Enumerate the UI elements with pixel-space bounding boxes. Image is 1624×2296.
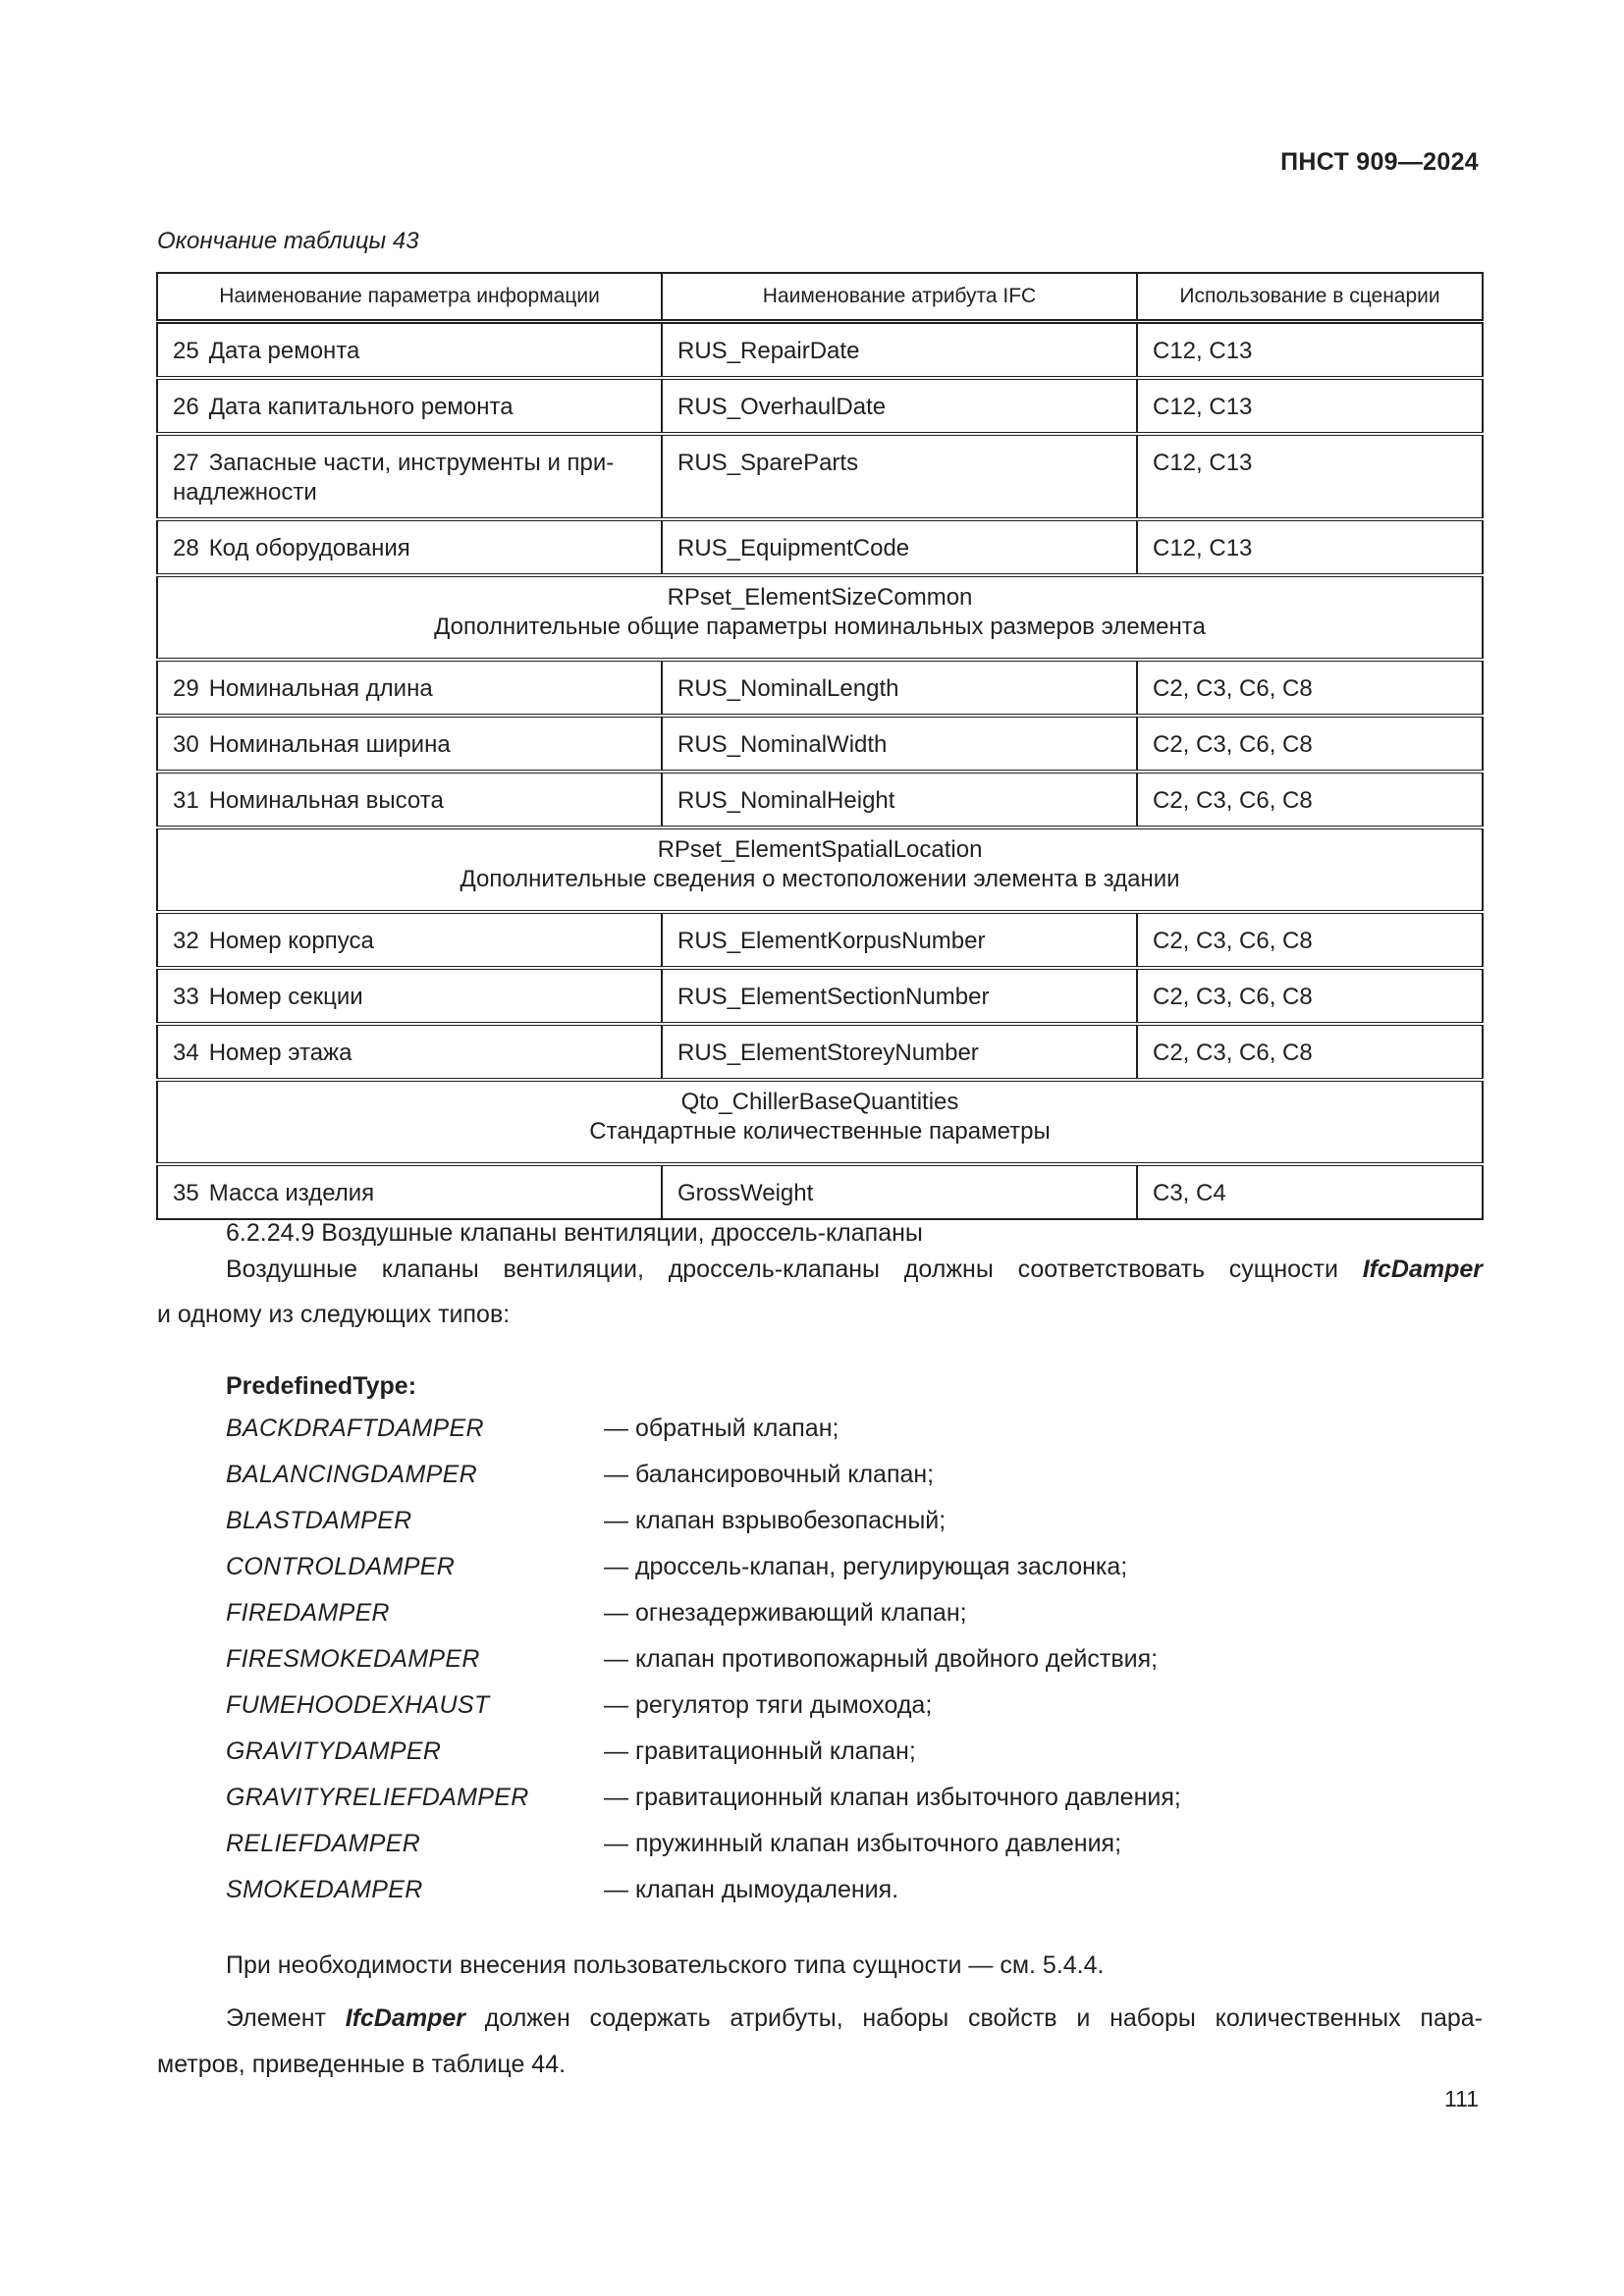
entity-name: IfcDamper [345,2004,466,2032]
usage-cell: C2, C3, C6, C8 [1137,716,1483,772]
list-item [226,1784,1306,1830]
page-number: 111 [1444,2086,1479,2111]
type-code: RELIEFDAMPER [226,1830,421,1857]
row-number: 27 [173,450,199,476]
group-row [157,828,1483,912]
row-number: 26 [173,394,199,420]
type-description: — гравитационный клапан; [604,1737,916,1765]
usage-cell: C2, C3, C6, C8 [1137,1024,1483,1080]
parameter-cell [157,434,662,519]
parameter-name: Дата капитального ремонта [208,394,514,420]
table-row [157,912,1483,968]
row-number: 35 [173,1180,199,1206]
row-number: 30 [173,731,199,758]
table-row [157,519,1483,575]
ifc-attribute-cell: GrossWeight [662,1164,1137,1219]
type-code: FUMEHOODEXHAUST [226,1691,490,1719]
column-header-usage: Использование в сценарии [1137,273,1483,322]
table-row [157,716,1483,772]
group-cell [157,1080,1483,1164]
type-code: BACKDRAFTDAMPER [226,1415,484,1442]
table-row [157,378,1483,434]
type-description: — огнезадерживающий клапан; [604,1599,967,1627]
type-description: — дроссель-клапан, регулирующая заслонка; [604,1553,1128,1580]
parameter-cell [157,660,662,716]
type-description: — клапан взрывобезопасный; [604,1507,947,1534]
closing-paragraph [157,1996,1483,2088]
type-code: BALANCINGDAMPER [226,1461,477,1488]
parameter-name: Номинальная высота [208,787,444,814]
list-item [226,1876,1306,1922]
type-description: — клапан противопожарный двойного действия; [604,1645,1159,1673]
parameter-name: Номер секции [208,984,363,1010]
type-description: — обратный клапан; [604,1415,839,1442]
group-subtitle: Стандартные количественные параметры [589,1118,1051,1145]
parameter-cell [157,968,662,1024]
ifc-attribute-cell: RUS_NominalWidth [662,716,1137,772]
type-code: BLASTDAMPER [226,1507,412,1534]
group-title: RPset_ElementSizeCommon [667,584,973,611]
custom-type-reference: При необходимости внесения пользовательского типа сущности — см. 5.4.4. [226,1951,1105,1979]
list-item [226,1645,1306,1691]
ifc-attribute-cell: RUS_OverhaulDate [662,378,1137,434]
type-description: — регулятор тяги дымохода; [604,1691,933,1719]
parameter-cell [157,716,662,772]
group-row [157,575,1483,660]
list-item [226,1830,1306,1876]
type-code: FIRESMOKEDAMPER [226,1645,480,1673]
column-header-parameter: Наименование параметра информации [157,273,662,322]
parameter-name: Номинальная ширина [208,731,451,758]
row-number: 33 [173,984,199,1010]
group-row [157,1080,1483,1164]
entity-name: IfcDamper [1362,1255,1483,1283]
ifc-attribute-cell: RUS_ElementStoreyNumber [662,1024,1137,1080]
list-item [226,1599,1306,1645]
usage-cell: C12, C13 [1137,322,1483,379]
list-item [226,1737,1306,1784]
parameter-name: Номер этажа [208,1040,352,1066]
closing-paragraph-line1: Элемент IfcDamper должен содержать атрибуты, наборы свойств и наборы количественных пара- [226,2004,1483,2032]
group-subtitle: Дополнительные общие параметры номинальных размеров элемента [434,614,1206,640]
ifc-attribute-cell: RUS_SpareParts [662,434,1137,519]
table-row [157,968,1483,1024]
list-item [226,1415,1306,1461]
section-body-line1: Воздушные клапаны вентиляции, дроссель-клапаны должны соответствовать сущности IfcDamper [226,1255,1483,1283]
usage-cell: C2, C3, C6, C8 [1137,968,1483,1024]
parameter-cell [157,378,662,434]
ifc-attribute-cell: RUS_EquipmentCode [662,519,1137,575]
parameter-name: Код оборудования [208,535,410,561]
parameter-cell [157,519,662,575]
document-code: ПНСТ 909—2024 [1280,148,1479,176]
group-title: RPset_ElementSpatialLocation [657,836,983,863]
section-body [157,1247,1483,1337]
row-number: 28 [173,535,199,561]
usage-cell: C12, C13 [1137,378,1483,434]
list-item [226,1461,1306,1507]
usage-cell: C2, C3, C6, C8 [1137,912,1483,968]
row-number: 25 [173,338,199,364]
type-description: — клапан дымоудаления. [604,1876,899,1903]
list-item [226,1553,1306,1599]
ifc-attribute-cell: RUS_NominalHeight [662,772,1137,828]
predefined-type-title: PredefinedType: [226,1372,417,1400]
table-row [157,1024,1483,1080]
row-number: 29 [173,675,199,702]
table-row [157,660,1483,716]
type-description: — пружинный клапан избыточного давления; [604,1830,1122,1857]
usage-cell: C12, C13 [1137,519,1483,575]
table-header-row [157,273,1483,322]
usage-cell: C2, C3, C6, C8 [1137,660,1483,716]
group-cell [157,828,1483,912]
parameter-name: Масса изделия [208,1180,375,1206]
closing-paragraph-line2: метров, приведенные в таблице 44. [157,2051,567,2078]
list-item [226,1507,1306,1553]
usage-cell: C2, C3, C6, C8 [1137,772,1483,828]
parameter-cell [157,912,662,968]
group-subtitle: Дополнительные сведения о местоположении элемента в здании [460,866,1180,892]
type-code: GRAVITYDAMPER [226,1737,442,1765]
row-number: 32 [173,928,199,954]
parameter-name-line2: надлежности [173,479,317,506]
parameter-name: Дата ремонта [208,338,360,364]
type-description: — балансировочный клапан; [604,1461,935,1488]
column-header-ifc-attribute: Наименование атрибута IFC [662,273,1137,322]
parameter-name-line1: 27 Запасные части, инструменты и при- [173,450,615,476]
type-code: SMOKEDAMPER [226,1876,423,1903]
row-number: 31 [173,787,199,814]
table-caption: Окончание таблицы 43 [157,228,419,254]
table-row [157,434,1483,519]
ifc-attribute-cell: RUS_ElementKorpusNumber [662,912,1137,968]
parameter-cell [157,772,662,828]
predefined-type-list [226,1415,1306,1922]
type-description: — гравитационный клапан избыточного давления; [604,1784,1181,1811]
parameter-cell [157,322,662,379]
type-code: FIREDAMPER [226,1599,390,1627]
ifc-attribute-cell: RUS_ElementSectionNumber [662,968,1137,1024]
row-number: 34 [173,1040,199,1066]
ifc-attribute-cell: RUS_NominalLength [662,660,1137,716]
list-item [226,1691,1306,1737]
section-heading: 6.2.24.9 Воздушные клапаны вентиляции, дроссель-клапаны [226,1219,923,1247]
usage-cell: C3, C4 [1137,1164,1483,1219]
parameter-name: Номер корпуса [208,928,374,954]
parameter-cell [157,1024,662,1080]
group-cell [157,575,1483,660]
type-code: CONTROLDAMPER [226,1553,456,1580]
table-row [157,322,1483,379]
ifc-attribute-cell: RUS_RepairDate [662,322,1137,379]
usage-cell: C12, C13 [1137,434,1483,519]
section-body-line2: и одному из следующих типов: [157,1301,511,1328]
parameters-table [156,272,1484,1220]
table-row [157,772,1483,828]
group-title: Qto_ChillerBaseQuantities [680,1089,959,1115]
type-code: GRAVITYRELIEFDAMPER [226,1784,529,1811]
parameter-name: Номинальная длина [208,675,433,702]
